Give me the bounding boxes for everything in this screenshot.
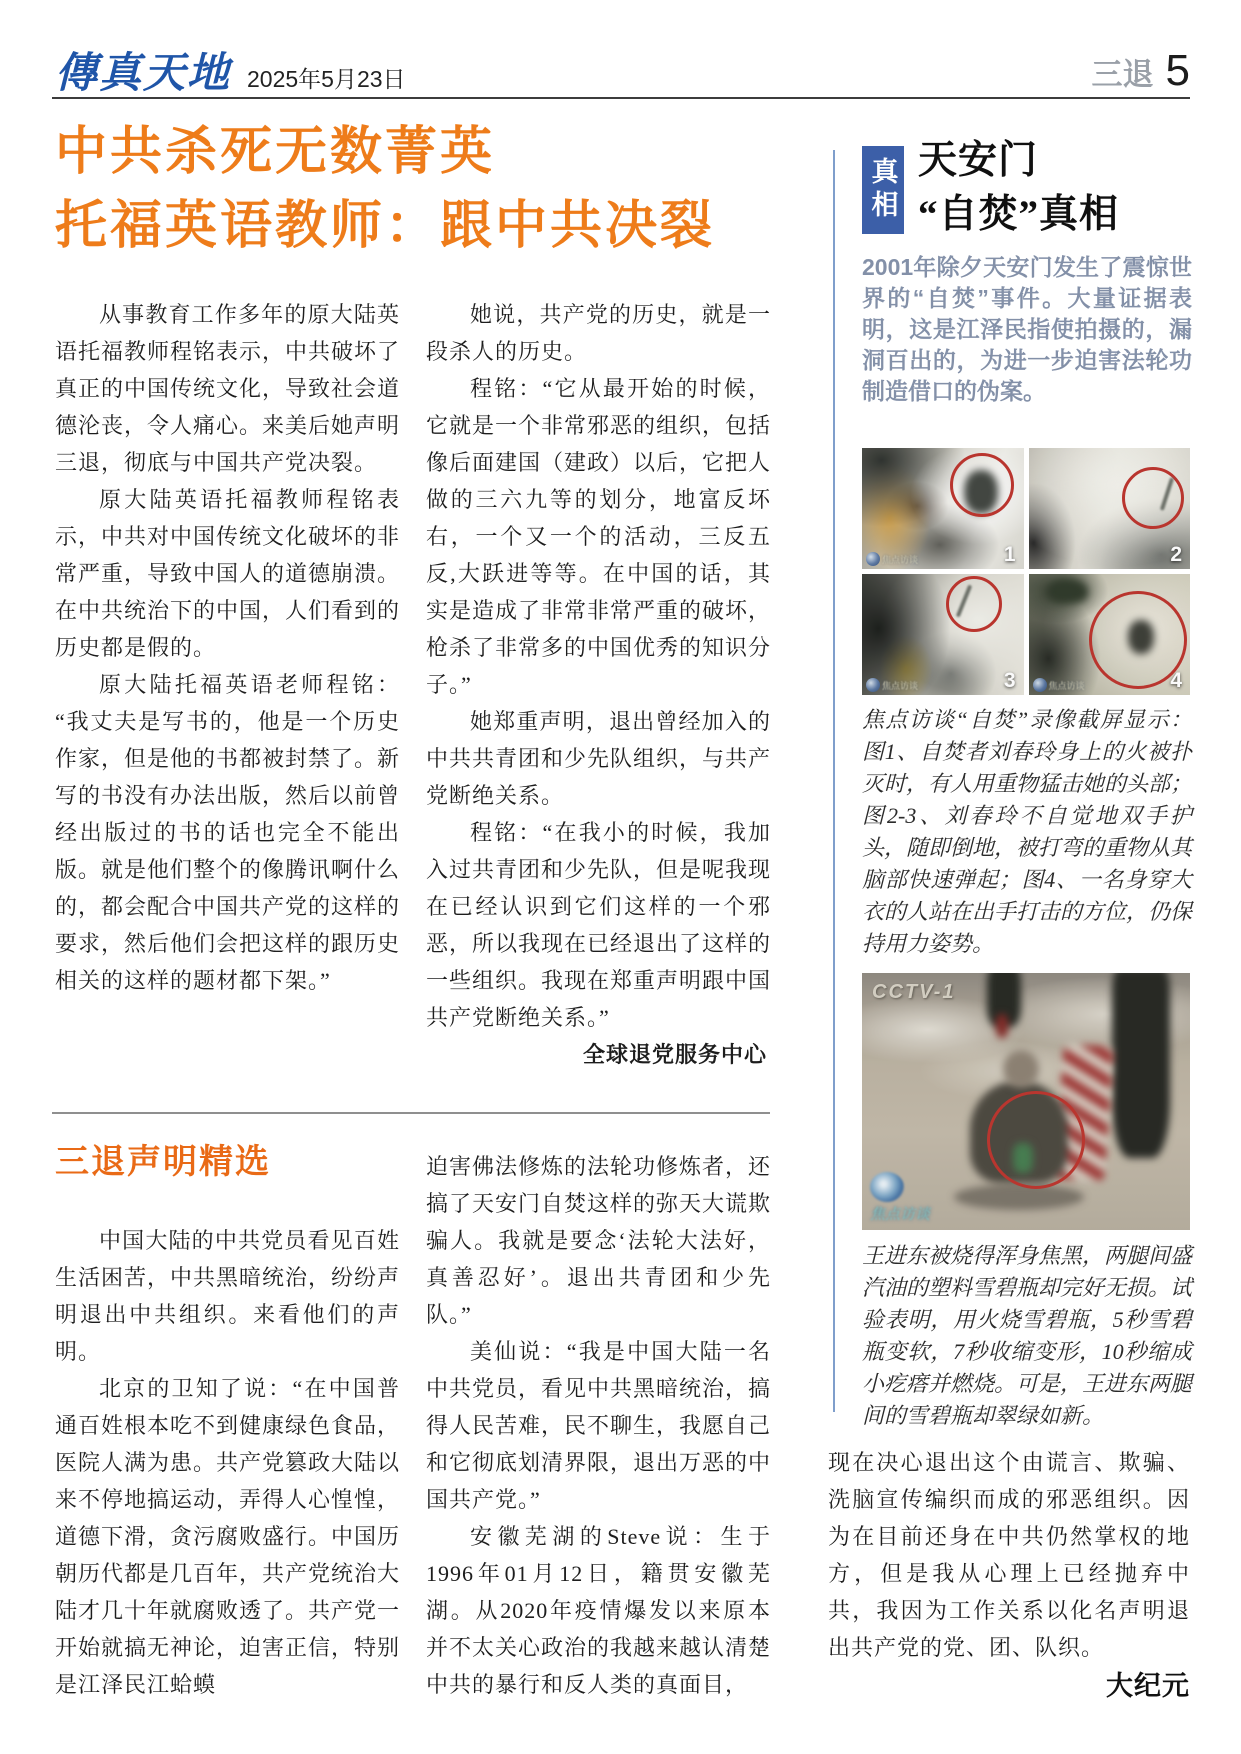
paragraph: 北京的卫知了说：“在中国普通百姓根本吃不到健康绿色食品，医院人满为患。共产党篡政大陆以来不停地搞运动，弄得人心惶惶，道德下滑，贪污腐败盛行。中国历朝历代都是几百年，共产党统治大陆才几十年就腐败透了。共产党一开始就搞无神论，迫害正信，特别是江泽民江蛤蟆	[55, 1376, 401, 1697]
sidebar-title-line1: 天安门	[918, 139, 1039, 182]
logo-text: 焦点访谈	[870, 1207, 931, 1223]
right-soldier-legs	[1112, 973, 1170, 1158]
article-byline: 全球退党服务中心	[582, 1042, 767, 1067]
paragraph: 美仙说：“我是中国大陆一名中共党员，看见中共黑暗统治，搞得人民苦难，民不聊生，我愿自己和它彻底划清界限，退出万恶的中国共产党。”	[426, 1339, 772, 1512]
cctv-photo	[862, 973, 1190, 1230]
main-column-1	[55, 296, 400, 1095]
highlight-circle	[950, 453, 1014, 517]
paragraph: 从事教育工作多年的原大陆英语托福教师程铭表示，中共破坏了真正的中国传统文化，导致社会道德沦丧，令人痛心。来美后她声明三退，彻底与中国共产党决裂。	[55, 302, 401, 475]
highlight-circle	[1122, 467, 1184, 529]
main-article-body	[55, 296, 771, 1095]
paragraph: 程铭：“在我小的时候，我加入过共青团和少先队，但是呢我现在已经认识到它们这样的一个邪恶，所以我现在已经退出了这样的一些组织。我现在郑重声明跟中国共产党断绝关系。”	[426, 820, 772, 1030]
page-header	[55, 40, 406, 100]
truth-tag-badge: 真相	[862, 146, 904, 234]
logo-text: 焦点访谈	[882, 555, 919, 565]
logo-text: 焦点访谈	[1048, 681, 1085, 691]
focus-interview-logo	[866, 552, 918, 566]
photo-caption: 焦点访谈“自焚”录像截屏显示：图1、自焚者刘春玲身上的火被扑灭时，有人用重物猛击她的头部；图2-3、刘春玲不自觉地双手护头，随即倒地，被打弯的重物从其脑部快速弹起；图4、一名身穿大衣的人站在出手打击的方位，仍保持用力姿势。	[862, 707, 1193, 956]
ground-shadow	[954, 1184, 1084, 1210]
paragraph: 原大陆托福英语老师程铭：“我丈夫是写书的，他是一个历史作家，但是他的书都被封禁了。新写的书没有办法出版，然后以前曾经出版过的书的话也完全不能出版。就是他们整个的像腾讯啊什么的，都会配合中国共产党的这样的要求，然后他们会把这样的跟历史相关的这样的题材都下架。”	[55, 672, 401, 993]
photo-panel-3	[862, 574, 1024, 695]
sidebar-intro: 2001年除夕天安门发生了震惊世界的“自焚”事件。大量证据表明，这是江泽民指使拍摄的，漏洞百出的，为进一步迫害法轮功制造借口的伪案。	[862, 254, 1192, 404]
panel-number: 1	[1003, 543, 1016, 566]
logo-swirl-icon	[866, 678, 880, 692]
cctv-watermark: CCTV-1	[872, 981, 956, 1003]
masthead-logo: 傳真天地	[55, 48, 232, 97]
second-column-1	[55, 1222, 400, 1703]
fire-extinguisher	[996, 1014, 1008, 1038]
logo-swirl-icon	[866, 552, 880, 566]
panel-number: 2	[1170, 543, 1182, 566]
page-date: 2025年5月23日	[247, 66, 406, 92]
highlight-circle	[987, 1091, 1085, 1189]
paragraph: 她说，共产党的历史，就是一段杀人的历史。	[426, 302, 771, 364]
photo-panel-2	[1029, 448, 1191, 569]
photo-caption: 王进东被烧得浑身焦黑，两腿间盛汽油的塑料雪碧瓶却完好无损。试验表明，用火烧雪碧瓶，5秒雪碧瓶变软，7秒收缩变形，10秒缩成小疙瘩并燃烧。可是，王进东两腿间的雪碧瓶却翠绿如新。	[862, 1243, 1193, 1428]
focus-interview-logo	[870, 1172, 930, 1224]
main-title-line2: 托福英语教师：跟中共决裂	[55, 198, 716, 255]
page-number: 5	[1165, 46, 1190, 95]
focus-interview-logo	[1033, 678, 1085, 692]
paragraph: 迫害佛法修炼的法轮功修炼者，还搞了天安门自焚这样的弥天大谎欺骗人。我就是要念‘法轮大法好，真善忍好’。退出共青团和少先队。”	[426, 1154, 772, 1327]
main-article-title	[55, 116, 715, 264]
logo-swirl-icon	[870, 1172, 904, 1202]
photo-panel-4	[1029, 574, 1191, 695]
paragraph: 原大陆英语托福教师程铭表示，中共对中国传统文化破坏的非常严重，导致中国人的道德崩溃。在中共统治下的中国，人们看到的历史都是假的。	[55, 487, 401, 660]
sidebar-title-line2: “自焚”真相	[918, 193, 1120, 236]
paragraph: 安徽芜湖的Steve说：生于1996年01月12日，籍贯安徽芜湖。从2020年疫情爆发以来原本并不太关心政治的我越来越认清楚中共的暴行和反人类的真面目，	[426, 1524, 772, 1697]
panel-number: 3	[1003, 669, 1016, 692]
paragraph: 中国大陆的中共党员看见百姓生活困苦，中共黑暗统治，纷纷声明退出中共组织。来看他们的声明。	[55, 1228, 401, 1364]
soldier-helmet	[1048, 579, 1088, 603]
paragraph: 她郑重声明，退出曾经加入的中共共青团和少先队组织，与共产党断绝关系。	[426, 709, 772, 808]
sitting-man-head	[1003, 1050, 1039, 1088]
header-rule	[52, 97, 1190, 99]
logo-text: 焦点访谈	[882, 681, 919, 691]
main-column-2	[426, 296, 771, 1095]
logo-swirl-icon	[1033, 678, 1047, 692]
sidebar-title	[918, 134, 1119, 242]
section-label: 三退	[1091, 57, 1154, 92]
sidebar-rule	[833, 150, 835, 1412]
section-divider	[52, 1112, 770, 1114]
section-title: 三退声明精选	[55, 1144, 271, 1181]
epoch-times-byline: 大纪元	[1106, 1671, 1190, 1701]
immolation-screenshot-grid	[862, 448, 1190, 695]
panel-number: 4	[1170, 669, 1182, 692]
header-right	[1092, 46, 1190, 96]
photo-panel-1	[862, 448, 1024, 569]
continuation-column	[828, 1444, 1190, 1732]
paragraph: 现在决心退出这个由谎言、欺骗、洗脑宣传编织而成的邪恶组织。因为在目前还身在中共仍然掌权的地方，但是我从心理上已经抛弃中共，我因为工作关系以化名声明退出共产党的党、团、队织。	[828, 1450, 1190, 1660]
main-title-line1: 中共杀死无数菁英	[55, 124, 496, 181]
paragraph: 程铭：“它从最开始的时候，它就是一个非常邪恶的组织，包括像后面建国（建政）以后，它把人做的三六九等的划分，地富反坏右，一个又一个的活动，三反五反,大跃进等等。在中国的话，其实是造成了非常非常严重的破坏，枪杀了非常多的中国优秀的知识分子。”	[426, 376, 772, 697]
second-column-2	[426, 1148, 771, 1703]
focus-interview-logo	[866, 678, 918, 692]
highlight-circle	[946, 576, 1002, 632]
